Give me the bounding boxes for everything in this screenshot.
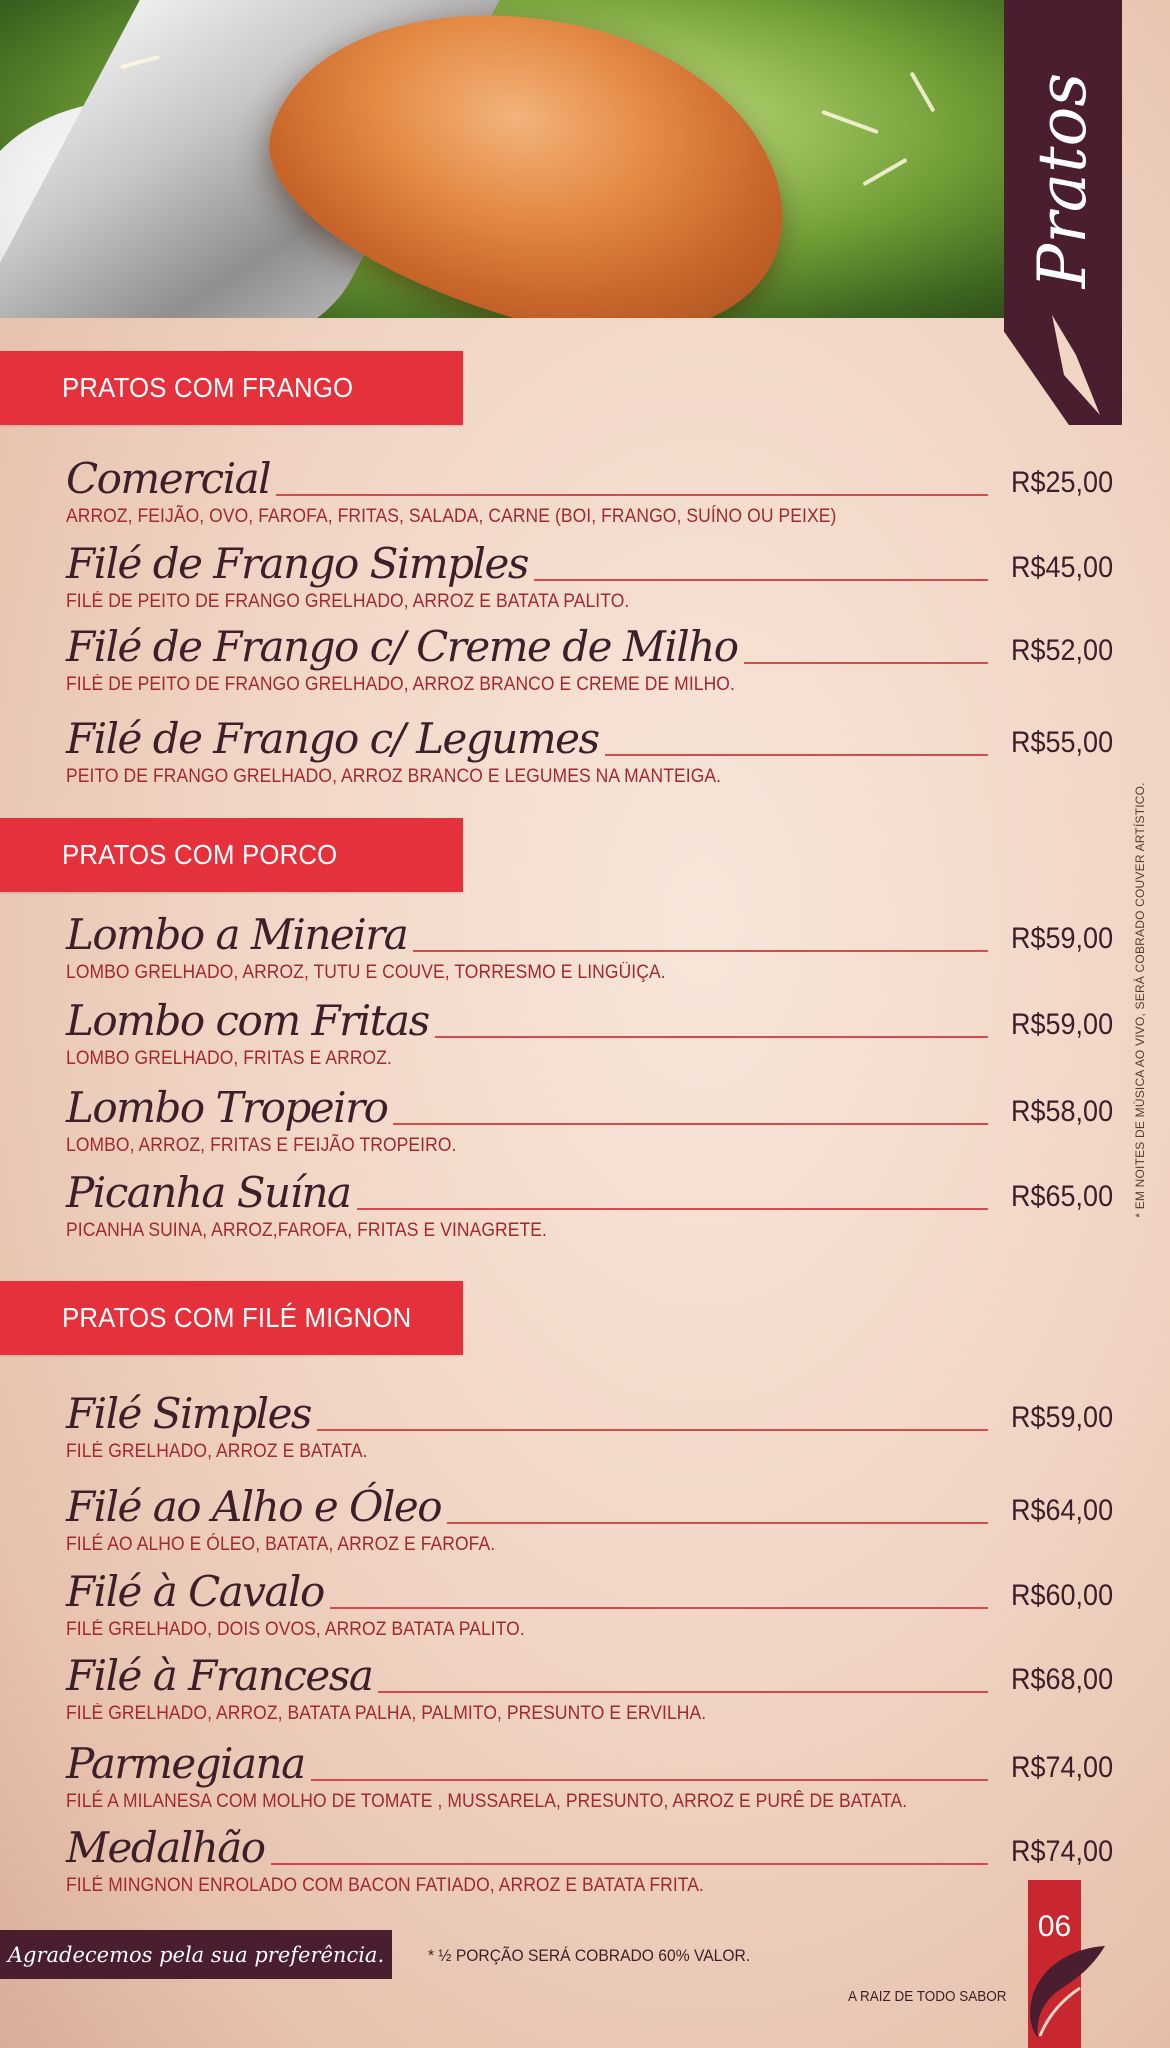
item-description: FILÉ AO ALHO E ÓLEO, BATATA, ARROZ E FAROFA.	[66, 1534, 496, 1555]
section-banner-file-mignon	[0, 1281, 463, 1355]
menu-item	[66, 1075, 1114, 1157]
item-name: Filé ao Alho e Óleo	[66, 1482, 442, 1531]
section-banner-porco	[0, 818, 463, 892]
item-name: Lombo a Mineira	[66, 910, 408, 959]
item-name: Comercial	[66, 454, 271, 503]
dotted-leader	[378, 1691, 988, 1693]
item-description: FILÉ GRELHADO, DOIS OVOS, ARROZ BATATA PALITO.	[66, 1619, 525, 1640]
section-title: PRATOS COM FRANGO	[62, 372, 354, 403]
menu-item	[66, 1474, 1114, 1556]
item-price: R$59,00	[1011, 922, 1114, 955]
item-description: FILÉ DE PEITO DE FRANGO GRELHADO, ARROZ E BATATA PALITO.	[66, 591, 630, 612]
item-description: LOMBO GRELHADO, ARROZ, TUTU E COUVE, TORRESMO E LINGÜIÇA.	[66, 962, 666, 983]
item-description: FILÉ A MILANESA COM MOLHO DE TOMATE , MUSSARELA, PRESUNTO, ARROZ E PURÊ DE BATATA.	[66, 1791, 908, 1812]
dotted-leader	[447, 1522, 988, 1524]
item-price: R$58,00	[1011, 1095, 1114, 1128]
cheese-shred	[821, 110, 879, 134]
item-name: Lombo Tropeiro	[66, 1083, 388, 1132]
menu-item	[66, 1160, 1114, 1242]
dotted-leader	[271, 1863, 988, 1865]
hero-food-image	[0, 0, 1004, 318]
item-price: R$55,00	[1011, 726, 1114, 759]
item-name: Medalhão	[66, 1823, 265, 1872]
dotted-leader	[317, 1429, 988, 1431]
item-description: LOMBO GRELHADO, FRITAS E ARROZ.	[66, 1048, 392, 1069]
category-title-text: Pratos	[1024, 72, 1102, 288]
item-price: R$60,00	[1011, 1579, 1114, 1612]
item-description: FILÈ GRELHADO, ARROZ, BATATA PALHA, PALMITO, PRESUNTO E ERVILHA.	[66, 1703, 707, 1724]
menu-item	[66, 1381, 1114, 1463]
brand-leaf-icon	[1010, 1938, 1110, 2043]
item-description: PEITO DE FRANGO GRELHADO, ARROZ BRANCO E LEGUMES NA MANTEIGA.	[66, 766, 722, 787]
thanks-banner	[0, 1930, 392, 1979]
item-name: Parmegiana	[66, 1739, 305, 1788]
dotted-leader	[413, 950, 988, 952]
menu-item	[66, 446, 1114, 528]
dotted-leader	[330, 1607, 988, 1609]
item-name: Picanha Suína	[66, 1168, 351, 1217]
menu-item	[66, 1559, 1114, 1641]
menu-item	[66, 1815, 1114, 1897]
dotted-leader	[311, 1779, 988, 1781]
menu-item	[66, 531, 1114, 613]
cheese-shred	[910, 72, 936, 113]
menu-item	[66, 706, 1114, 788]
dotted-leader	[744, 662, 988, 664]
item-name: Filé de Frango c/ Creme de Milho	[66, 622, 738, 671]
item-description: FILÈ DE PEITO DE FRANGO GRELHADO, ARROZ BRANCO E CREME DE MILHO.	[66, 674, 735, 695]
dotted-leader	[534, 579, 988, 581]
dotted-leader	[357, 1208, 988, 1210]
dotted-leader	[435, 1036, 988, 1038]
item-description: ARROZ, FEIJÃO, OVO, FAROFA, FRITAS, SALADA, CARNE (BOI, FRANGO, SUÍNO OU PEIXE)	[66, 506, 837, 527]
item-price: R$74,00	[1011, 1751, 1114, 1784]
item-name: Filé de Frango Simples	[66, 539, 528, 588]
item-description: FILÉ GRELHADO, ARROZ E BATATA.	[66, 1441, 368, 1462]
dotted-leader	[605, 754, 988, 756]
item-name: Filé de Frango c/ Legumes	[66, 714, 599, 763]
section-banner-frango	[0, 351, 463, 425]
item-price: R$68,00	[1011, 1663, 1114, 1696]
item-price: R$52,00	[1011, 634, 1114, 667]
item-price: R$59,00	[1011, 1008, 1114, 1041]
menu-item	[66, 1643, 1114, 1725]
menu-item	[66, 988, 1114, 1070]
dotted-leader	[276, 494, 988, 496]
item-name: Filé à Cavalo	[66, 1567, 324, 1616]
category-ribbon-title	[1004, 60, 1122, 300]
half-portion-note: * ½ PORÇÃO SERÁ COBRADO 60% VALOR.	[428, 1946, 751, 1965]
item-description: PICANHA SUINA, ARROZ,FAROFA, FRITAS E VINAGRETE.	[66, 1220, 548, 1241]
item-name: Lombo com Fritas	[66, 996, 429, 1045]
item-price: R$74,00	[1011, 1835, 1114, 1868]
item-price: R$64,00	[1011, 1494, 1114, 1527]
item-description: LOMBO, ARROZ, FRITAS E FEIJÃO TROPEIRO.	[66, 1135, 457, 1156]
item-name: Filé Simples	[66, 1389, 311, 1438]
item-price: R$25,00	[1011, 466, 1114, 499]
item-description: FILÉ MINGNON ENROLADO COM BACON FATIADO, ARROZ E BATATA FRITA.	[66, 1875, 704, 1896]
menu-item	[66, 614, 1114, 696]
cheese-shred	[862, 158, 907, 186]
thanks-text: Agradecemos pela sua preferência.	[7, 1942, 385, 1967]
section-title: PRATOS COM PORCO	[62, 839, 338, 870]
page-number: 06	[1037, 1910, 1072, 1943]
side-note-text: * EM NOITES DE MÚSICA AO VIVO, SERÁ COBRADO COUVER ARTÍSTICO.	[1133, 782, 1147, 1218]
item-price: R$59,00	[1011, 1401, 1114, 1434]
menu-item	[66, 1731, 1114, 1813]
menu-item	[66, 902, 1114, 984]
item-price: R$65,00	[1011, 1180, 1114, 1213]
dotted-leader	[393, 1123, 988, 1125]
brand-slogan: A RAIZ DE TODO SABOR	[848, 1988, 1007, 2005]
item-price: R$45,00	[1011, 551, 1114, 584]
section-title: PRATOS COM FILÉ MIGNON	[62, 1302, 412, 1333]
item-name: Filé à Francesa	[66, 1651, 373, 1700]
